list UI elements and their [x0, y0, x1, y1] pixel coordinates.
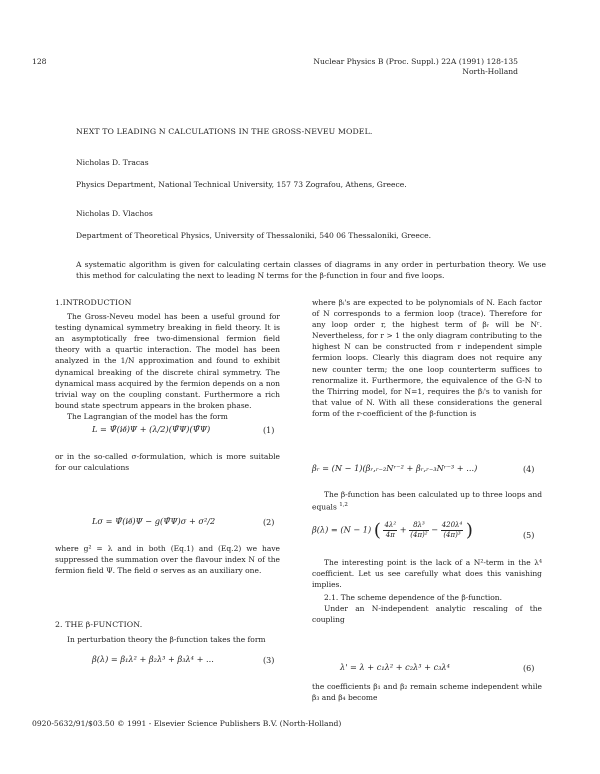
paragraph: where βᵢ's are expected to be polynomials of N. Each factor of N corresponds to a fermion loop (trace). Therefore for any loop order r, the highest term of βᵣ will be Nʳ. Nevertheless, for r > 1 the only diagram contributing to the highest N can be constructed from r independent simple fermion loops. Clearly this diagram does not require any new counter term; the one loop counterterm suffices to renormalize it. Furthermore, the equivalence of the G-N to the Thirring model, for N=1, requires the βᵢ's to vanish for that value of N. With all these considerations the general form of the r-coefficient of the β-function is — [312, 298, 542, 418]
right-column-cont — [312, 681, 542, 703]
plus-sign: + — [399, 524, 407, 535]
copyright-footer: 0920-5632/91/$03.50 © 1991 - Elsevier Science Publishers B.V. (North-Holland) — [32, 719, 342, 728]
left-column-cont — [55, 451, 280, 473]
author-affiliation: Physics Department, National Technical University, 157 73 Zografou, Athens, Greece. — [76, 180, 407, 189]
right-column-cont — [312, 489, 542, 513]
right-column-cont — [312, 557, 542, 626]
subsection-heading: 2.1. The scheme dependence of the β-function. — [324, 593, 502, 603]
paren-close: ) — [465, 520, 473, 541]
equation-5-lhs: β(λ) = (N − 1) — [312, 524, 372, 535]
right-column — [312, 297, 542, 419]
equation-3: β(λ) = β₁λ² + β₂λ³ + β₃λ⁴ + ... — [92, 654, 214, 664]
equation-number: (1) — [263, 426, 275, 435]
numerator: 8λ³ — [409, 521, 428, 531]
journal-citation: Nuclear Physics B (Proc. Suppl.) 22A (1991) 128-135 — [313, 57, 518, 66]
equation-number: (6) — [523, 664, 535, 673]
equation-number: (4) — [523, 465, 535, 474]
equation-4: βᵣ = (N − 1)(βᵣ,ᵣ₋₂Nʳ⁻² + βᵣ,ᵣ₋₃Nʳ⁻³ + ...) — [312, 463, 478, 473]
paren-open: ( — [373, 520, 381, 541]
reference-marker: 1,2 — [339, 502, 348, 509]
denominator: 4π — [385, 531, 395, 539]
author-name: Nicholas D. Tracas — [76, 158, 149, 167]
numerator: 420λ⁴ — [441, 521, 463, 529]
fraction-term-1 — [383, 521, 397, 540]
equation-5 — [312, 520, 473, 541]
section-heading: 1.INTRODUCTION — [55, 298, 132, 307]
paragraph: or in the so-called σ-formulation, which is more suitable for our calculations — [55, 452, 280, 473]
equation-6: λ' = λ + c₁λ² + c₂λ³ + c₃λ⁴ — [340, 662, 450, 672]
paragraph: The Gross-Neveu model has been a useful ground for testing dynamical symmetry breaking in field theory. It is an asymptotically free two-dimensional fermion field theory with a quartic interaction. The model has been analyzed in the 1/N approximation and found to exhibit dynamical breaking of the discrete chiral symmetry. The dynamical mass acquired by the fermion depends on a non trivial way on the coupling constant. Furthermore a rich bound state spectrum appears in the broken phase. — [55, 312, 280, 410]
paragraph: In perturbation theory the β-function takes the form — [67, 635, 266, 645]
section-2 — [55, 619, 280, 645]
paper-title: NEXT TO LEADING N CALCULATIONS IN THE GROSS-NEVEU MODEL. — [76, 127, 373, 136]
fraction-term-2 — [409, 521, 428, 540]
author-name: Nicholas D. Vlachos — [76, 209, 153, 218]
author-affiliation: Department of Theoretical Physics, University of Thessaloniki, 540 06 Thessaloniki, Greece. — [76, 231, 432, 240]
publisher: North-Holland — [462, 67, 518, 76]
minus-sign: − — [431, 524, 439, 535]
equation-number: (2) — [263, 518, 275, 527]
paragraph: The interesting point is the lack of a N²-term in the λ⁴ coefficient. Let us see carefully what does this vanishing implies. — [312, 558, 542, 590]
section-heading: 2. THE β-FUNCTION. — [55, 620, 143, 629]
paragraph: the coefficients β₁ and β₂ remain scheme independent while β₃ and β₄ become — [312, 682, 542, 703]
paragraph: The Lagrangian of the model has the form — [67, 411, 228, 421]
left-column — [55, 297, 280, 422]
equation-number: (3) — [263, 656, 275, 665]
paragraph: where g² = λ and in both (Eq.1) and (Eq.2) we have suppressed the summation over the flavour index N of the fermion field Ψ. The field σ serves as an auxiliary one. — [55, 544, 280, 576]
fraction-term-3 — [441, 521, 464, 540]
equation-2: Lσ = Ψ̄(i∂̸)Ψ − g(Ψ̄Ψ)σ + σ²/2 — [92, 516, 216, 526]
page-number: 128 — [32, 57, 47, 66]
numerator: 4λ² — [384, 521, 397, 529]
denominator: (4π)² — [410, 531, 428, 539]
equation-number: (5) — [523, 531, 535, 540]
abstract: A systematic algorithm is given for calculating certain classes of diagrams in any order in perturbation theory. We use this method for calculating the next to leading N terms for the β-function in four and five loops. — [76, 260, 546, 281]
paragraph: Under an N-independent analytic rescaling of the coupling — [312, 604, 542, 625]
paragraph-text: The β-function has been calculated up to three loops and equals — [312, 490, 542, 512]
denominator: (4π)³ — [443, 531, 461, 539]
equation-1: L = Ψ̄(i∂̸)Ψ + (λ/2)(Ψ̄Ψ)(Ψ̄Ψ) — [92, 424, 211, 434]
left-column-cont — [55, 543, 280, 576]
paragraph — [312, 489, 542, 513]
